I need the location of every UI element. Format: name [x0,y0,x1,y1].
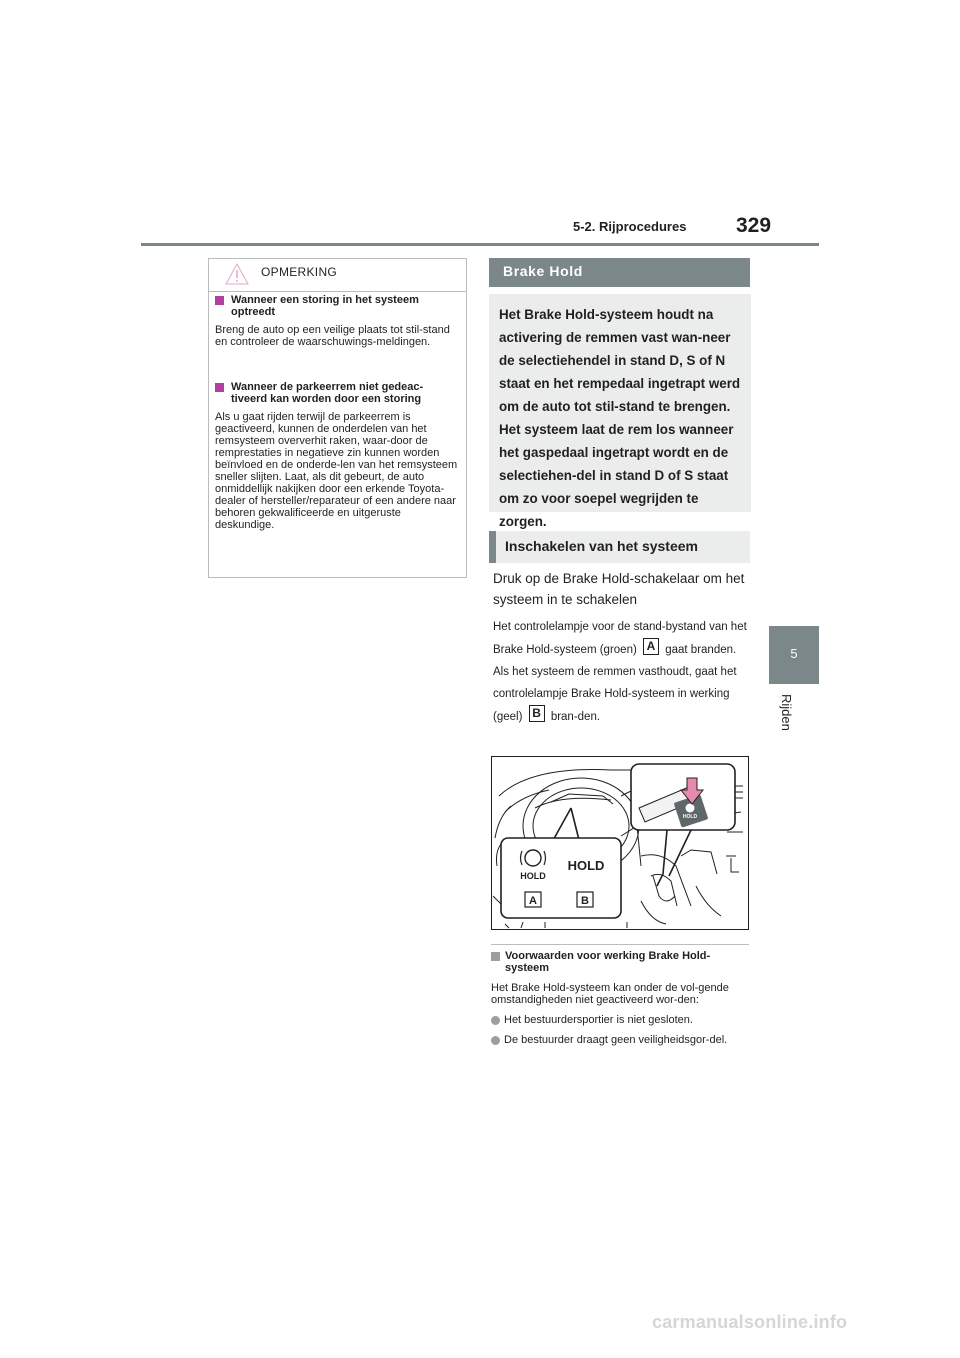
list-item-text: De bestuurder draagt geen veiligheidsgor-del. [504,1034,728,1046]
section-heading-bar [489,258,750,287]
dashboard-diagram [491,756,749,930]
description-part: gaat branden. Als het systeem de remmen vasthoudt, gaat het controlelampje Brake Hold-systeem in werking (geel) [493,644,737,723]
bullet-dot-icon [491,1036,500,1045]
description-part: Het controlelampje voor de stand-bystand van het Brake Hold-systeem (groen) [493,621,747,656]
chapter-tab[interactable] [769,626,819,684]
action-instruction: Druk op de Brake Hold-schakelaar om het systeem in te schakelen [493,571,745,607]
conditions-block [491,950,751,1046]
indicator-b-text: HOLD [567,858,605,873]
page-number: 329 [736,214,772,237]
section-heading: Brake Hold [503,263,583,279]
subsection-heading: Inschakelen van het systeem [505,538,698,554]
notice-header [209,259,466,292]
bullet-dot-icon [491,1016,500,1025]
notice-item [215,381,459,531]
notice-item-heading: Wanneer de parkeerrem niet gedeac-tiveerd kan worden door een storing [231,381,424,405]
header-rule [141,243,819,246]
indicator-a-text: HOLD [520,871,546,881]
notice-item-body: Breng de auto op een veilige plaats tot stil-stand en controleer de waarschuwings-meldingen. [215,324,450,348]
section-title: 5-2. Rijprocedures [573,219,687,234]
notice-item-heading: Wanneer een storing in het systeem optreedt [231,294,419,318]
notice-item [215,294,459,348]
notice-box [208,258,467,578]
notice-title: OPMERKING [261,265,338,279]
chapter-label: Rijden [779,694,794,731]
diagram-label-b: B [581,895,589,907]
diagram-label-a: A [529,895,537,907]
chapter-number: 5 [790,646,798,661]
list-item [491,1034,751,1046]
warning-triangle-icon [225,263,249,290]
action-description [493,616,751,728]
description-part: bran-den. [550,711,601,723]
square-bullet-icon [491,952,500,961]
notice-item-body: Als u gaat rijden terwijl de parkeerrem is geactiveerd, kunnen de onderdelen van het remsysteem oververhit raken, waar-door de remprestaties in negatieve zin kunnen worden beïnvloed en de onderde-len van het remsysteem sneller slijten. Laat, als dit gebeurt, de auto onmiddellijk nakijken door een erkende Toyota-dealer of hersteller/reparateur of een andere naar behoren gekwalificeerde en uitgeruste deskundige. [215,411,458,531]
square-bullet-icon [215,383,224,392]
divider [491,944,749,945]
intro-text: Het Brake Hold-systeem houdt na activering de remmen vast wan-neer de selectiehendel in stand D, S of N staat en het rempedaal ingetrapt werd om de auto tot stil-stand te brengen. Het systeem laat de rem los wanneer het gaspedaal ingetrapt wordt en de selectiehen-del in stand D of S staat om zo voor soepel wegrijden te zorgen. [499,307,741,529]
watermark: carmanualsonline.info [652,1312,848,1332]
square-bullet-icon [215,296,224,305]
intro-panel [489,294,751,529]
list-item-text: Het bestuurdersportier is niet gesloten. [504,1014,693,1026]
heading-accent [489,531,496,563]
subsection-heading-bar [489,531,750,563]
conditions-intro: Het Brake Hold-systeem kan onder de vol-gende omstandigheden niet geactiveerd wor-den: [491,982,729,1006]
conditions-heading: Voorwaarden voor werking Brake Hold-systeem [505,950,711,974]
callout-label-a: A [643,638,659,655]
callout-label-b: B [529,705,545,722]
list-item [491,1014,751,1026]
switch-hold-text: HOLD [682,814,698,820]
